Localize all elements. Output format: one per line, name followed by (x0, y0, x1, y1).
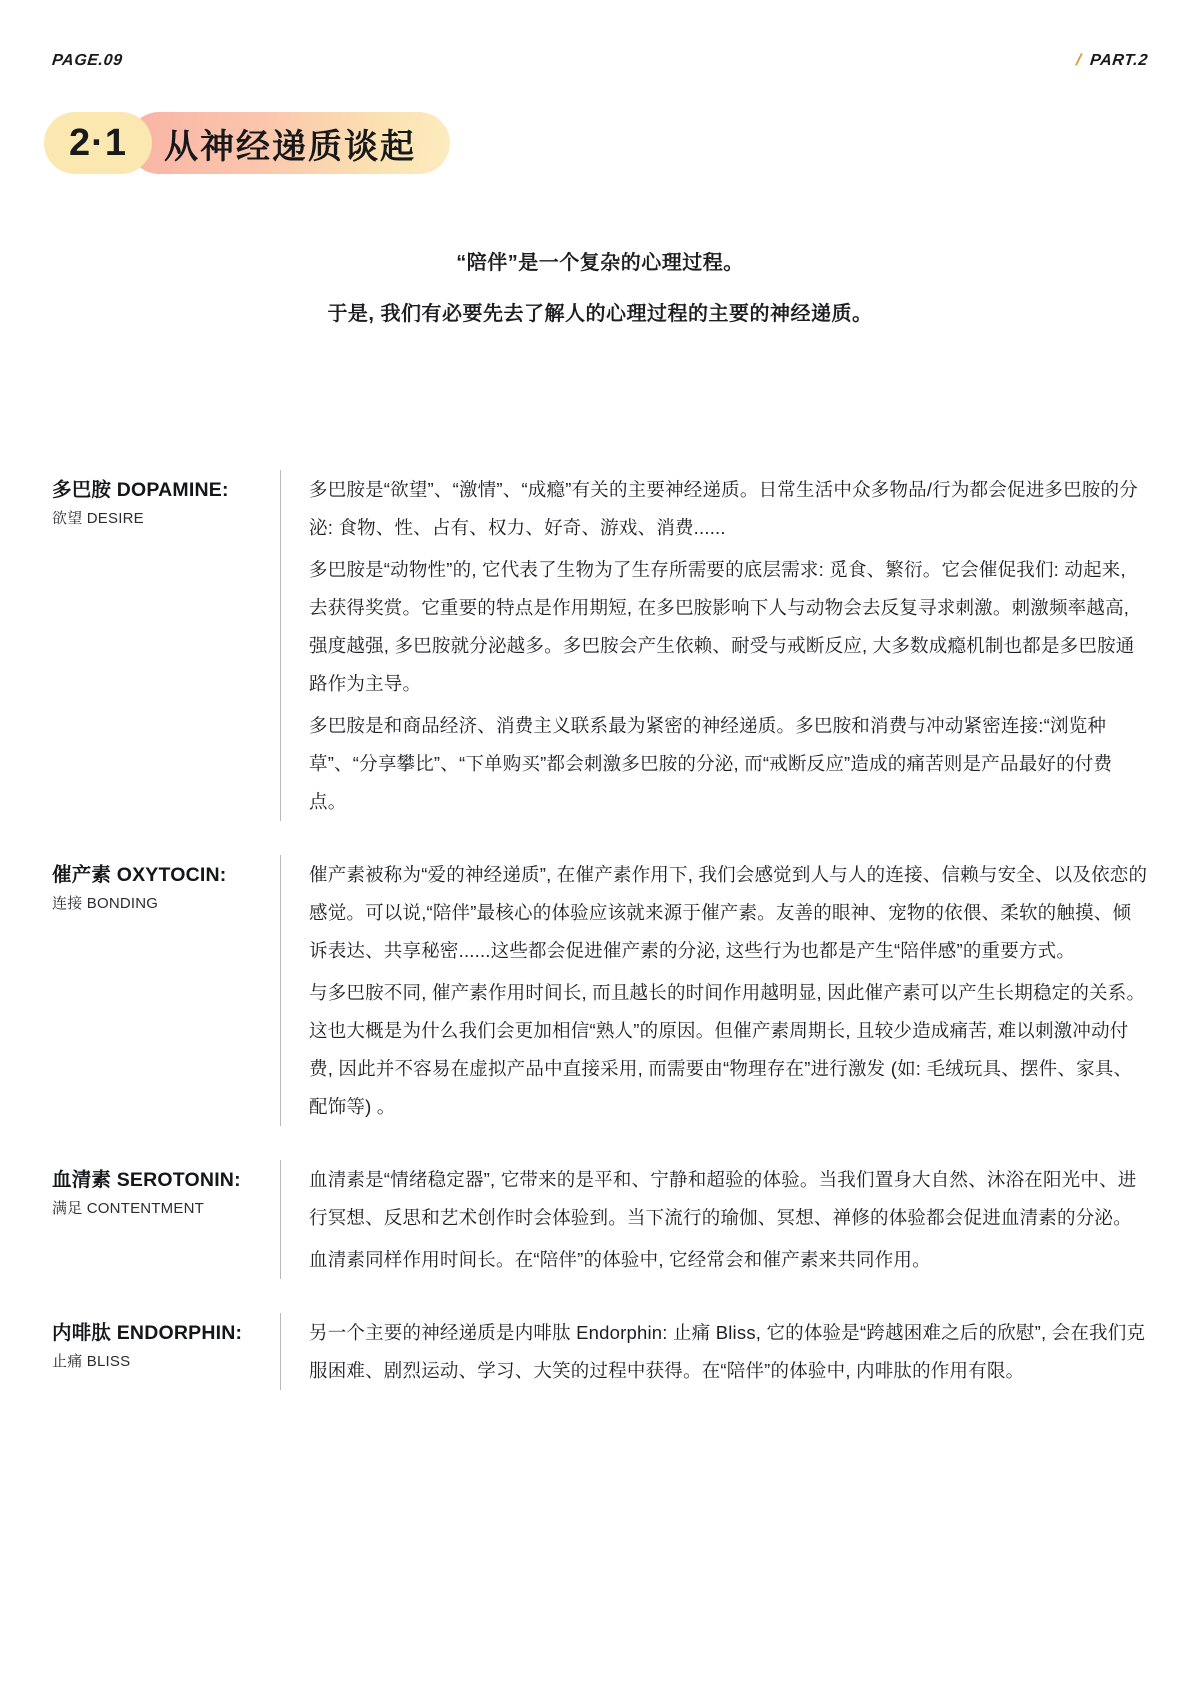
paragraph: 多巴胺是和商品经济、消费主义联系最为紧密的神经递质。多巴胺和消费与冲动紧密连接:“浏览种草”、“分享攀比”、“下单购买”都会刺激多巴胺的分泌, 而“戒断反应”造成的痛苦则是产品最好的付费点。 (309, 715, 1113, 812)
paragraph: 血清素是“情绪稳定器”, 它带来的是平和、宁静和超验的体验。当我们置身大自然、沐浴在阳光中、进行冥想、反思和艺术创作时会体验到。当下流行的瑜伽、冥想、禅修的体验都会促进血清素的分泌。 (309, 1169, 1137, 1228)
section-body (309, 470, 1148, 821)
vertical-divider (280, 1160, 281, 1279)
section-body (309, 855, 1148, 1126)
section-label (52, 470, 280, 528)
intro-line-1: “陪伴”是一个复杂的心理过程。 (456, 252, 744, 274)
paragraph: 与多巴胺不同, 催产素作用时间长, 而且越长的时间作用越明显, 因此催产素可以产生长期稳定的关系。这也大概是为什么我们会更加相信“熟人”的原因。但催产素周期长, 且较少造成痛苦, 难以刺激冲动付费, 因此并不容易在虚拟产品中直接采用, 而需要由“物理存在”进行激发 (如: 毛绒玩具、摆件、家具、配饰等) 。 (309, 982, 1146, 1117)
page-header (0, 46, 1200, 76)
part-number-label: PART.2 (1089, 52, 1149, 69)
section-body (309, 1160, 1148, 1279)
section-name: 催产素 OXYTOCIN: (52, 864, 227, 886)
section-heading-badge (128, 112, 450, 174)
paragraph: 另一个主要的神经递质是内啡肽 Endorphin: 止痛 Bliss, 它的体验是“跨越困难之后的欣慰”, 会在我们克服困难、剧烈运动、学习、大笑的过程中获得。在“陪伴”的体验中, 内啡肽的作用有限。 (309, 1322, 1146, 1381)
section-number-badge: 2·1 (44, 112, 152, 174)
vertical-divider (280, 855, 281, 1126)
paragraph: 多巴胺是“动物性”的, 它代表了生物为了生存所需要的底层需求: 觅食、繁衍。它会催促我们: 动起来, 去获得奖赏。它重要的特点是作用期短, 在多巴胺影响下人与动物会去反复寻求刺激。刺激频率越高, 强度越强, 多巴胺就分泌越多。多巴胺会产生依赖、耐受与戒断反应, 大多数成瘾机制也都是多巴胺通路作为主导。 (309, 559, 1135, 694)
section-oxytocin (52, 855, 1148, 1126)
section-name: 多巴胺 DOPAMINE: (52, 479, 229, 501)
paragraph: 血清素同样作用时间长。在“陪伴”的体验中, 它经常会和催产素来共同作用。 (309, 1249, 931, 1270)
section-name: 血清素 SEROTONIN: (52, 1169, 241, 1191)
paragraph: 催产素被称为“爱的神经递质”, 在催产素作用下, 我们会感觉到人与人的连接、信赖与安全、以及依恋的感觉。可以说,“陪伴”最核心的体验应该就来源于催产素。友善的眼神、宠物的依偎、柔软的触摸、倾诉表达、共享秘密......这些都会促进催产素的分泌, 这些行为也都是产生“陪伴感”的重要方式。 (309, 864, 1148, 961)
section-label (52, 1313, 280, 1371)
page-number: PAGE.09 (51, 52, 124, 69)
section-dopamine (52, 470, 1148, 821)
section-label (52, 855, 280, 913)
section-subtitle: 满足 CONTENTMENT (52, 1200, 204, 1217)
intro-block (0, 246, 1200, 348)
section-heading-label: 从神经递质谈起 (164, 127, 416, 166)
section-subtitle: 连接 BONDING (52, 895, 159, 912)
section-name: 内啡肽 ENDORPHIN: (52, 1322, 243, 1344)
paragraph: 多巴胺是“欲望”、“激情”、“成瘾”有关的主要神经递质。日常生活中众多物品/行为都会促进多巴胺的分泌: 食物、性、占有、权力、好奇、游戏、消费...... (309, 479, 1138, 538)
vertical-divider (280, 1313, 281, 1390)
section-subtitle: 欲望 DESIRE (52, 510, 144, 527)
slash-icon: / (1075, 52, 1083, 69)
section-serotonin (52, 1160, 1148, 1279)
section-label (52, 1160, 280, 1218)
section-subtitle: 止痛 BLISS (52, 1353, 131, 1370)
section-title-row (44, 112, 450, 174)
section-endorphin (52, 1313, 1148, 1390)
neurotransmitter-sections (52, 470, 1148, 1424)
intro-line-2: 于是, 我们有必要先去了解人的心理过程的主要的神经递质。 (327, 303, 873, 325)
vertical-divider (280, 470, 281, 821)
part-number (1075, 52, 1149, 70)
section-body (309, 1313, 1148, 1390)
